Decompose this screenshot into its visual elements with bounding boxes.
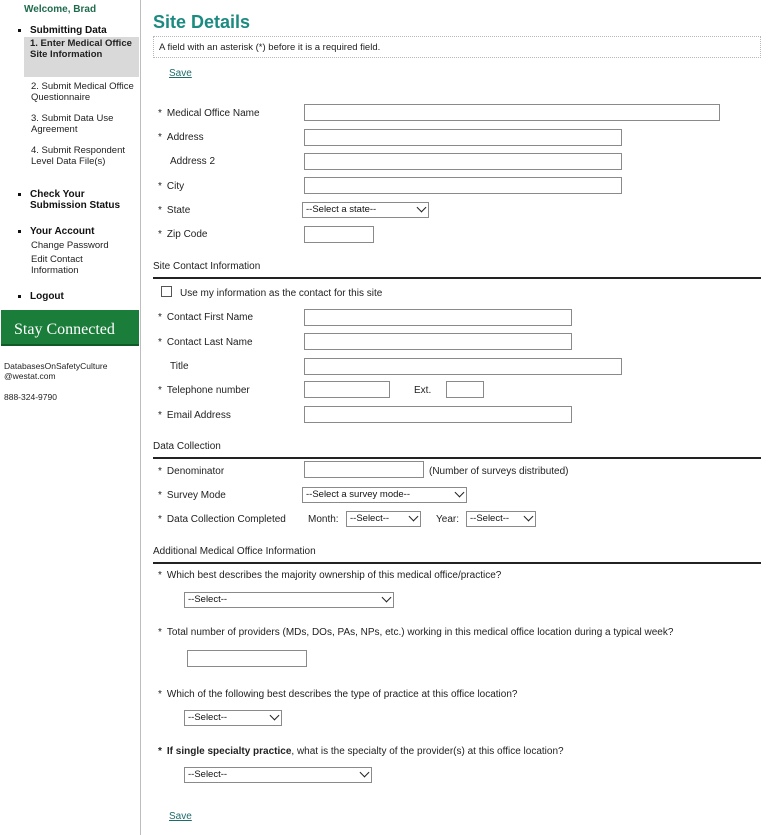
label-zip: * Zip Code (158, 229, 208, 240)
label-last-name: * Contact Last Name (158, 337, 253, 348)
ext-input[interactable] (446, 381, 484, 398)
label-state: * State (158, 205, 191, 216)
chevron-down-icon (455, 488, 465, 498)
chevron-down-icon (360, 768, 370, 778)
use-my-info-label: Use my information as the contact for this site (180, 288, 383, 299)
use-my-info-checkbox[interactable] (161, 286, 172, 297)
contact-phone: 888-324-9790 (4, 392, 57, 402)
practice-type-select[interactable]: --Select-- (184, 710, 282, 726)
denominator-note: (Number of surveys distributed) (429, 466, 569, 477)
question-specialty: * If single specialty practice, what is the specialty of the provider(s) at this office location? (158, 746, 564, 757)
office-name-input[interactable] (304, 104, 720, 121)
question-ownership: * Which best describes the majority ownership of this medical office/practice? (158, 570, 502, 581)
bullet-icon (18, 230, 21, 233)
label-address2: Address 2 (170, 156, 216, 167)
address2-input[interactable] (304, 153, 622, 170)
sidebar-step-3[interactable]: 3. Submit Data Use Agreement (31, 113, 114, 135)
question-providers: * Total number of providers (MDs, DOs, PAs, NPs, etc.) working in this medical office location during a typical week? (158, 627, 674, 638)
survey-mode-select[interactable]: --Select a survey mode-- (302, 487, 467, 503)
nav-check-status[interactable]: Check Your Submission Status (18, 189, 133, 211)
first-name-input[interactable] (304, 309, 572, 326)
welcome-text: Welcome, Brad (24, 4, 97, 15)
label-office-name: * Medical Office Name (158, 108, 260, 119)
nav-your-account: Your Account (18, 226, 94, 237)
label-denominator: * Denominator (158, 466, 225, 477)
page-title: Site Details (153, 12, 251, 32)
stay-connected-banner[interactable]: Stay Connected (1, 310, 139, 346)
city-input[interactable] (304, 177, 622, 194)
section-data-collection: Data Collection (153, 441, 761, 459)
zip-input[interactable] (304, 226, 374, 243)
save-link-top[interactable]: Save (169, 68, 192, 79)
title-input[interactable] (304, 358, 622, 375)
telephone-input[interactable] (304, 381, 390, 398)
month-select[interactable]: --Select-- (346, 511, 421, 527)
nav-submitting-data: Submitting Data (18, 25, 107, 36)
bullet-icon (18, 295, 21, 298)
label-address: * Address (158, 132, 204, 143)
chevron-down-icon (382, 593, 392, 603)
label-title: Title (170, 361, 189, 372)
last-name-input[interactable] (304, 333, 572, 350)
sidebar-step-2[interactable]: 2. Submit Medical Office Questionnaire (31, 81, 134, 103)
chevron-down-icon (417, 203, 427, 213)
ownership-select[interactable]: --Select-- (184, 592, 394, 608)
nav-logout[interactable]: Logout (18, 291, 64, 302)
label-email: * Email Address (158, 410, 231, 421)
chevron-down-icon (409, 512, 419, 522)
chevron-down-icon (524, 512, 534, 522)
year-label: Year: (436, 514, 459, 525)
email-input[interactable] (304, 406, 572, 423)
denominator-input[interactable] (304, 461, 424, 478)
bullet-icon (18, 29, 21, 32)
ext-label: Ext. (414, 385, 432, 396)
label-survey-mode: * Survey Mode (158, 490, 226, 501)
save-link-bottom[interactable]: Save (169, 811, 192, 822)
question-practice-type: * Which of the following best describes the type of practice at this office location? (158, 689, 518, 700)
section-site-contact: Site Contact Information (153, 261, 761, 279)
label-first-name: * Contact First Name (158, 312, 254, 323)
chevron-down-icon (270, 711, 280, 721)
contact-email[interactable]: DatabasesOnSafetyCulture @westat.com (4, 361, 108, 381)
sidebar-step-4[interactable]: 4. Submit Respondent Level Data File(s) (31, 145, 126, 167)
label-telephone: * Telephone number (158, 385, 250, 396)
specialty-select[interactable]: --Select-- (184, 767, 372, 783)
year-select[interactable]: --Select-- (466, 511, 536, 527)
label-collection-completed: * Data Collection Completed (158, 514, 286, 525)
sidebar (0, 0, 141, 835)
state-select[interactable]: --Select a state-- (302, 202, 429, 218)
sidebar-step-1[interactable]: 1. Enter Medical Office Site Information (24, 37, 139, 77)
month-label: Month: (308, 514, 339, 525)
providers-input[interactable] (187, 650, 307, 667)
sidebar-edit-contact[interactable]: Edit Contact Information (31, 254, 83, 276)
sidebar-change-password[interactable]: Change Password (31, 240, 109, 251)
label-city: * City (158, 181, 185, 192)
required-notice: A field with an asterisk (*) before it is a required field. (153, 36, 761, 58)
address-input[interactable] (304, 129, 622, 146)
section-additional-info: Additional Medical Office Information (153, 546, 761, 564)
bullet-icon (18, 193, 21, 196)
